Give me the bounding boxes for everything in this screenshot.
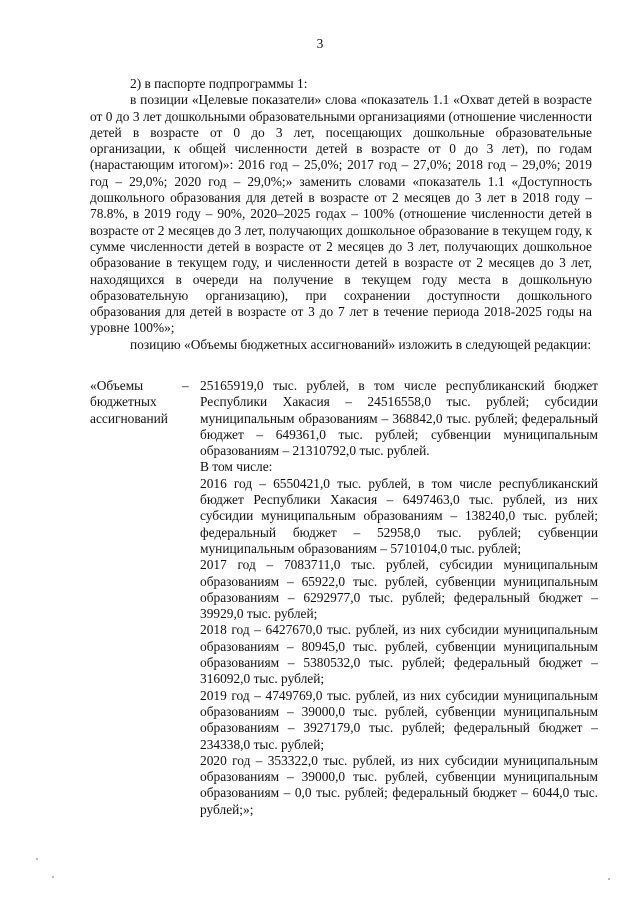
budget-label: «Объемы бюджетных ассигнований [90,378,168,426]
paragraph-budget-position: позицию «Объемы бюджетных ассигнований» изложить в следующей редакции: [130,336,592,352]
budget-details [200,378,598,818]
scan-speck [608,878,610,880]
budget-dash: – [182,378,189,393]
budget-year-2019: 2019 год – 4749769,0 тыс. рублей, из них субсидии муниципальным образованиям – 39000,0 тыс. рублей, субвенции муниципальным образованиям – 3927179,0 тыс. рублей; федеральный бюджет – 234338,0 тыс. рублей; [200,687,598,752]
budget-allocation-table [90,378,598,818]
budget-row [90,378,598,818]
paragraph-target-indicators: в позиции «Целевые показатели» слова «показатель 1.1 «Охват детей в возрасте от 0 до 3 лет дошкольными образовательными организациями (отношение численности детей в возрасте от 0 до 3 лет, посещающих дошкольные образовательные организации, к общей численности детей в возрасте от 0 до 3 лет), по годам (нарастающим итогом)»: 2016 год – 25,0%; 2017 год – 27,0%; 2018 год – 29,0%; 2019 год – 29,0%; 2020 год – 29,0%;» заменить словами «показатель 1.1 «Доступность дошкольного образования для детей в возрасте от 2 месяцев до 3 лет в 2018 году – 78.8%, в 2019 году – 90%, 2020–2025 годах – 100% (отношение численности детей в возрасте от 2 месяцев до 3 лет, получающих дошкольное образование в текущем году, к сумме численности детей в возрасте от 2 месяцев до 3 лет, получающих дошкольное образование в текущем году, и численности детей в возрасте от 2 месяцев до 3 лет, находящихся в очереди на получение в текущем году места в дошкольную образовательную организацию), при сохранении доступности дошкольного образования для детей в возрасте от 3 до 7 лет в течение периода 2018-2025 годы на уровне 100%»; [90,92,592,336]
section-heading: 2) в паспорте подпрограммы 1: [130,76,308,91]
budget-year-2017: 2017 год – 7083711,0 тыс. рублей, субсидии муниципальным образованиям – 65922,0 тыс. рублей, субвенции муниципальным образованиям – 6292977,0 тыс. рублей; федеральный бюджет – 39929,0 тыс. рублей; [200,557,598,622]
scan-speck [52,876,54,878]
budget-subheading: В том числе: [200,459,273,475]
budget-year-2016: 2016 год – 6550421,0 тыс. рублей, в том числе республиканский бюджет Республики Хакасия – 6497463,0 тыс. рублей, из них субсидии муниципальным образованиям – 138240,0 тыс. рублей; федеральный бюджет – 52958,0 тыс. рублей; субвенции муниципальным образованиям – 5710104,0 тыс. рублей; [200,475,598,556]
budget-year-2020: 2020 год – 353322,0 тыс. рублей, из них субсидии муниципальным образованиям – 39000,0 тыс. рублей, субвенции муниципальным образованиям – 0,0 тыс. рублей; федеральный бюджет – 6044,0 тыс. рублей;»; [200,752,598,817]
page-number: 3 [316,36,324,51]
budget-total: 25165919,0 тыс. рублей, в том числе республиканский бюджет Республики Хакасия – 24516558,0 тыс. рублей; субсидии муниципальным образованиям – 368842,0 тыс. рублей; федеральный бюджет – 649361,0 тыс. рублей; субвенции муниципальным образованиям – 21310792,0 тыс. рублей. [200,378,598,459]
body-text [90,76,592,353]
budget-year-2018: 2018 год – 6427670,0 тыс. рублей, из них субсидии муниципальным образованиям – 80945,0 тыс. рублей, субвенции муниципальным образованиям – 5380532,0 тыс. рублей; федеральный бюджет – 316092,0 тыс. рублей; [200,622,598,687]
scan-speck [36,858,38,860]
